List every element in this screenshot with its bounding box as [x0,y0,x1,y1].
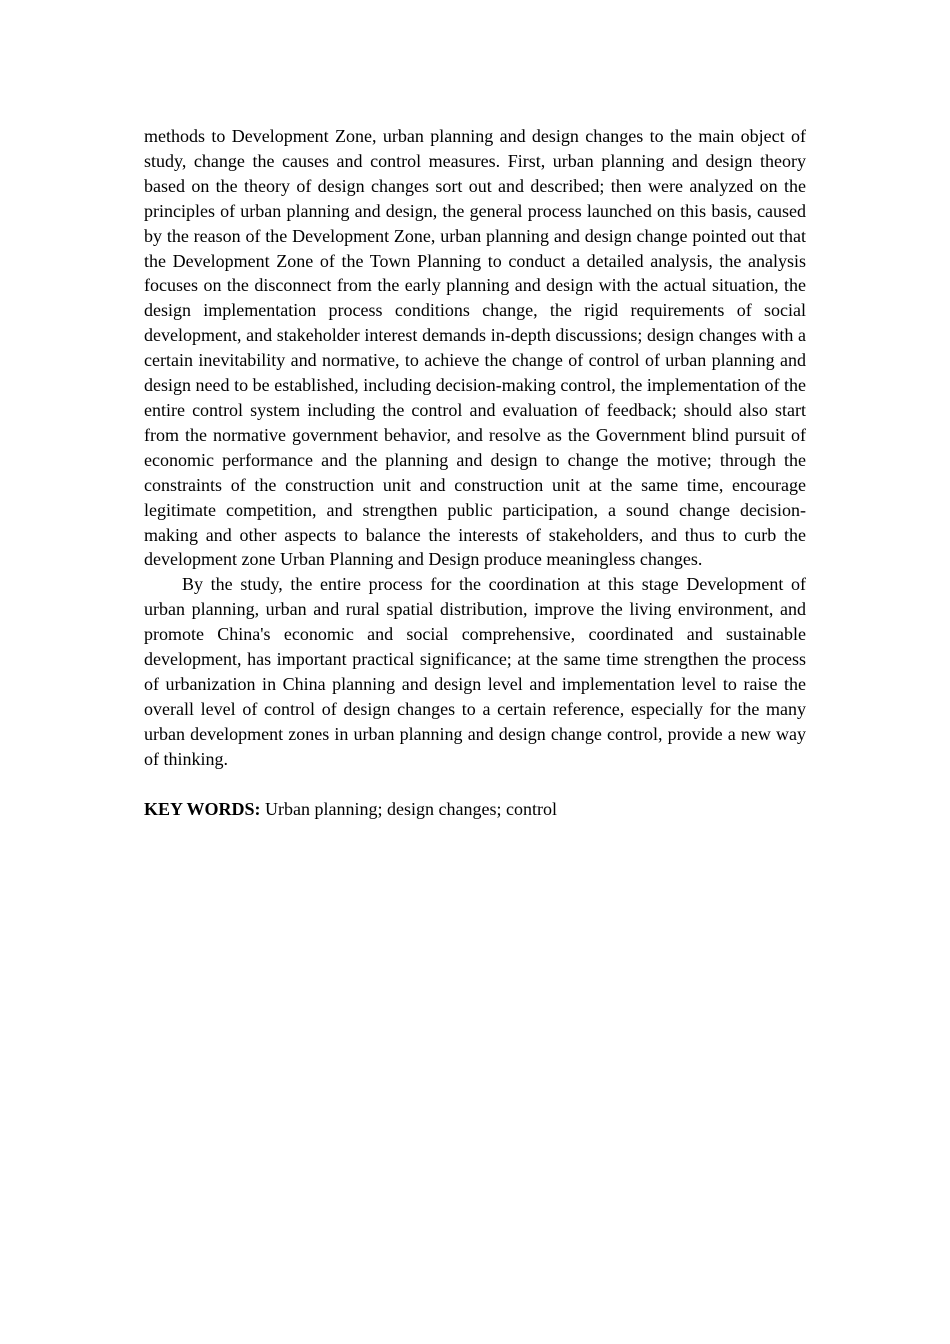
keywords-label: KEY WORDS: [144,798,261,819]
abstract-paragraph-2: By the study, the entire process for the coordination at this stage Development of urban planning, urban and rural spatial distribution, improve the living environment, and promote China's economic and social comprehensive, coordinated and sustainable development, has important practical significance; at the same time strengthen the process of urbanization in China planning and design level and implementation level to raise the overall level of control of design changes to a certain reference, especially for the many urban development zones in urban planning and design change control, provide a new way of thinking. [144,574,806,769]
abstract-paragraph-1: methods to Development Zone, urban planning and design changes to the main object of study, change the causes and control measures. First, urban planning and design theory based on the theory of design changes sort out and described; then were analyzed on the principles of urban planning and design, the general process launched on this basis, caused by the reason of the Development Zone, urban planning and design change pointed out that the Development Zone of the Town Planning to conduct a detailed analysis, the analysis focuses on the disconnect from the early planning and design with the actual situation, the design implementation process conditions change, the rigid requirements of social development, and stakeholder interest demands in-depth discussions; design changes with a certain inevitability and normative, to achieve the change of control of urban planning and design need to be established, including decision-making control, the implementation of the entire control system including the control and evaluation of feedback; should also start from the normative government behavior, and resolve as the Government blind pursuit of economic performance and the planning and design to change the motive; through the constraints of the construction unit and construction unit at the same time, encourage legitimate competition, and strengthen public participation, a sound change decision-making and other aspects to balance the interests of stakeholders, and thus to curb the development zone Urban Planning and Design produce meaningless changes. [144,126,806,570]
keywords-value: Urban planning; design changes; control [260,798,557,819]
document-page [144,124,806,821]
keywords-line [144,797,806,822]
